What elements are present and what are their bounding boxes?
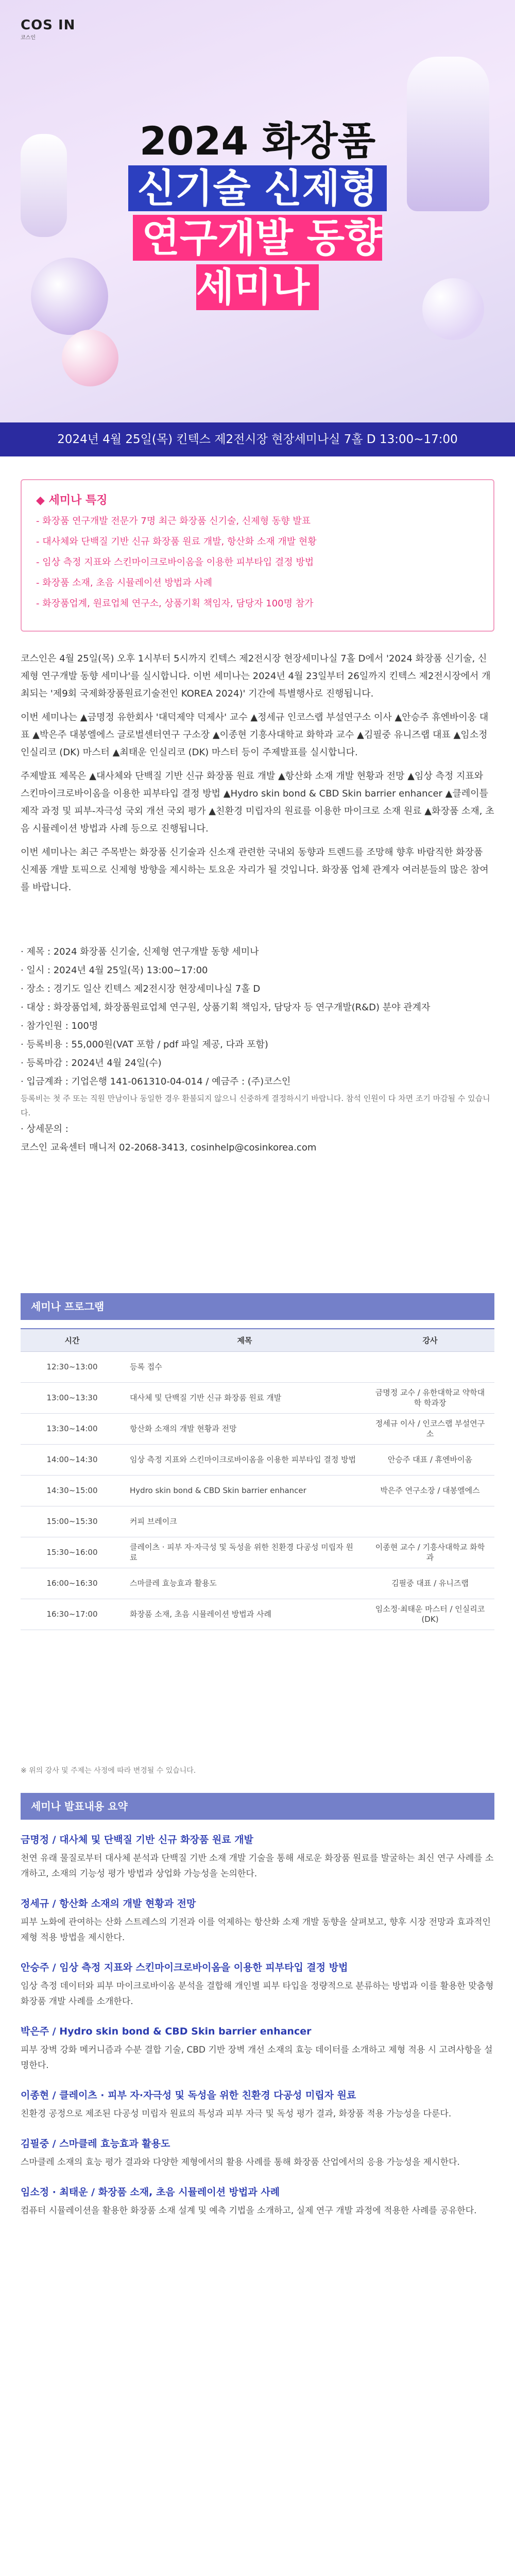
info-row: · 장소 : 경기도 일산 킨텍스 제2전시장 현장세미나실 7홀 D (21, 984, 261, 994)
bubble-illustration (62, 330, 118, 386)
info-row: · 제목 : 2024 화장품 신기술, 신제형 연구개발 동향 세미나 (21, 946, 259, 957)
feature-item: - 임상 측정 지표와 스킨마이크로바이옴을 이용한 피부타입 결정 방법 (36, 557, 314, 568)
program-note: ※ 위의 강사 및 주제는 사정에 따라 변경될 수 있습니다. (21, 1767, 196, 1775)
info-row: · 대상 : 화장품업체, 화장품원료업체 연구원, 상품기획 책임자, 담당자 등 연구개발(R&D) 분야 관계자 (21, 1002, 431, 1013)
program-header-row (21, 1329, 494, 1351)
hero-banner (0, 0, 515, 422)
contact-label: · 상세문의 : (21, 1124, 68, 1134)
event-info (21, 943, 494, 1157)
info-row: · 입금계좌 : 기업은행 141-061310-04-014 / 예금주 : (주)코스인 (21, 1076, 291, 1087)
table-row: 14:30~15:00 Hydro skin bond & CBD Skin barrier enhancer 박은주 연구소장 / 대봉엘에스 (21, 1475, 494, 1506)
feature-item: - 화장품업계, 원료업체 연구소, 상품기획 책임자, 담당자 100명 참가 (36, 598, 314, 609)
bottle-illustration (407, 57, 489, 211)
hero-title-line2: 신기술 신제형 (113, 164, 402, 213)
speaker-summary: 안승주 / 임상 측정 지표와 스킨마이크로바이옴을 이용한 피부타입 결정 방법 임상 측정 데이터와 피부 마이크로바이옴 분석을 결합해 개인별 피부 타입을 정량적으로 분류하는 방법과 이를 활용한 맞춤형 화장품 개발 사례를 소개한다. (21, 1962, 494, 2007)
speaker-summary: 이종현 / 클레이츠 · 피부 자·자극성 및 독성을 위한 친환경 다공성 미립자 원료 친환경 공정으로 제조된 다공성 미립자 원료의 특성과 피부 자극 및 독성 평가 결과, 화장품 적용 가능성을 다룬다. (21, 2090, 452, 2119)
info-row: · 참가인원 : 100명 (21, 1021, 98, 1031)
seminar-features-box (21, 479, 494, 632)
speakers-section-title: 세미나 발표내용 요약 (21, 1793, 494, 1820)
speaker-summaries (21, 1832, 494, 2233)
table-row: 16:30~17:00 화장품 소재, 초음 시뮬레이션 방법과 사례 임소정·최태운 마스터 / 인실리코 (DK) (21, 1599, 494, 1630)
table-row: 15:30~16:00 클레이츠 · 피부 자·자극성 및 독성을 위한 친환경 다공성 미립자 원료 이종현 교수 / 기흥사대학교 화학과 (21, 1537, 494, 1568)
table-row: 16:00~16:30 스마클레 효능효과 활용도 김필중 대표 / 유니즈랩 (21, 1568, 494, 1599)
intro-paragraph: 코스인은 4월 25일(목) 오후 1시부터 5시까지 킨텍스 제2전시장 현장세미나실 7홀 D에서 '2024 화장품 신기술, 신제형 연구개발 동향 세미나'를 실시합니다. 이번 세미나는 2024년 4월 23일부터 26일까지 킨텍스 제2전시장에서 개최되는 '제9회 국제화장품원료기술전인 KOREA 2024)' 기간에 특별행사로 진행됩니다. (21, 653, 491, 699)
features-heading: ◆ 세미나 특징 (36, 494, 108, 507)
speaker-summary: 정세규 / 항산화 소재의 개발 현황과 전망 피부 노화에 관여하는 산화 스트레스의 기전과 이를 억제하는 항산화 소재 개발 동향을 살펴보고, 향후 시장 전망과 효과적인 제형 적용 방법을 제시한다. (21, 1898, 491, 1943)
header-time: 시간 (21, 1329, 124, 1351)
table-row: 15:00~15:30 커피 브레이크 (21, 1506, 494, 1537)
intro-paragraph: 이번 세미나는 ▲금명정 유한회사 '대덕제약 덕제사' 교수 ▲정세규 인코스랩 부설연구소 이사 ▲안승주 휴엔바이옹 대표 ▲박은주 대봉엘에스 글로벌센터연구 구소장 ▲이종현 기흥사대학교 화학과 교수 ▲김필중 유니즈랩 대표 ▲임소정 인실리코 (DK) 마스터 ▲최태운 인실리코 (DK) 마스터 등이 주제발표를 실시합니다. (21, 712, 489, 758)
hero-title-line3: 연구개발 동향 세미나 (113, 213, 402, 312)
tube-illustration (21, 134, 67, 237)
program-section-title: 세미나 프로그램 (21, 1293, 494, 1320)
intro-paragraph: 이번 세미나는 최근 주목받는 화장품 신기술과 신소재 관련한 국내외 동향과 트렌드를 조망해 향후 바람직한 화장품 신제품 개발 토픽으로 신제형 방향을 제시하는 토요운 자리가 될 것입니다. 화장품 업체 관계자 여러분들의 많은 참여를 바랍니다. (21, 847, 489, 893)
info-row: · 일시 : 2024년 4월 25일(목) 13:00~17:00 (21, 965, 208, 976)
intro-paragraph: 주제발표 제목은 ▲대사체와 단백질 기반 신규 화장품 원료 개발 ▲항산화 소재 개발 현황과 전망 ▲임상 측정 지표와 스킨마이크로바이옴을 이용한 피부타입 결정 방법 ▲Hydro skin bond & CBD Skin barrier enhancer ▲클레이틀 제작 과정 및 피부-자극성 국외 개선 국외 평가 ▲친환경 미립자의 원료를 이용한 마이크로 소재 원료 ▲화장품 소재, 초음 시뮬레이션 방법과 사례 등으로 진행됩니다. (21, 771, 494, 834)
speaker-summary: 김필중 / 스마클레 효능효과 활용도 스마클레 소재의 효능 평가 결과와 다양한 제형에서의 활용 사례를 통해 화장품 산업에서의 응용 가능성을 제시한다. (21, 2138, 460, 2167)
cosin-logo: COS IN 코스인 (21, 18, 76, 41)
table-row: 14:00~14:30 임상 측정 지표와 스킨마이크로바이옴을 이용한 피부타입 결정 방법 안승주 대표 / 휴엔바이옴 (21, 1444, 494, 1475)
hero-title-line1: 2024 화장품 (139, 118, 376, 164)
sphere-illustration (31, 258, 108, 335)
event-date-bar: 2024년 4월 25일(목) 킨텍스 제2전시장 현장세미나실 7홀 D 13:00~17:00 (0, 422, 515, 456)
speaker-summary: 임소정 · 최태운 / 화장품 소재, 초음 시뮬레이션 방법과 사례 컴퓨터 시뮬레이션을 활용한 화장품 소재 설계 및 예측 기법을 소개하고, 실제 연구 개발 과정에 적용한 사례를 공유한다. (21, 2187, 477, 2216)
info-row: · 등록마감 : 2024년 4월 24일(수) (21, 1058, 162, 1069)
header-speaker: 강사 (366, 1329, 494, 1351)
speaker-summary: 금명정 / 대사체 및 단백질 기반 신규 화장품 원료 개발 천연 유래 물질로부터 대사체 분석과 단백질 기반 소재 개발 기술을 통해 새로운 화장품 원료를 발굴하는 최신 연구 사례를 소개하고, 소재의 기능성 평가 방법과 상업화 가능성을 논의한다. (21, 1834, 494, 1879)
intro-text (21, 650, 494, 903)
table-row: 13:30~14:00 항산화 소재의 개발 현황과 전망 정세규 이사 / 인코스랩 부설연구소 (21, 1413, 494, 1444)
features-list (36, 511, 479, 614)
table-row: 12:30~13:00 등록 접수 (21, 1351, 494, 1382)
info-row: · 등록비용 : 55,000원(VAT 포함 / pdf 파일 제공, 다과 포함) (21, 1039, 268, 1050)
contact-info[interactable]: 코스인 교육센터 매니저 02-2068-3413, cosinhelp@cosinkorea.com (21, 1142, 317, 1153)
feature-item: - 대사체와 단백질 기반 신규 화장품 원료 개발, 항산화 소재 개발 현황 (36, 536, 317, 547)
refund-note: 등록비는 첫 주 또는 직원 만남이나 동일한 경우 환불되지 않으니 신중하게 결정하시기 바랍니다. 참석 인원이 다 차면 조기 마감될 수 있습니다. (21, 1094, 490, 1117)
bubble-illustration (422, 278, 484, 340)
table-row: 13:00~13:30 대사체 및 단백질 기반 신규 화장품 원료 개발 금명정 교수 / 유한대학교 약학대학 학과장 (21, 1382, 494, 1413)
program-table (21, 1328, 494, 1630)
header-title: 제목 (124, 1329, 366, 1351)
feature-item: - 화장품 소재, 초음 시뮬레이션 방법과 사례 (36, 578, 213, 588)
speaker-summary: 박은주 / Hydro skin bond & CBD Skin barrier enhancer 피부 장벽 강화 메커니즘과 수분 결합 기술, CBD 기반 장벽 개선 소재의 효능 데이터를 소개하고 제형 적용 시 고려사항을 설명한다. (21, 2026, 493, 2071)
feature-item: - 화장품 연구개발 전문가 7명 최근 화장품 신기술, 신제형 동향 발표 (36, 516, 311, 527)
